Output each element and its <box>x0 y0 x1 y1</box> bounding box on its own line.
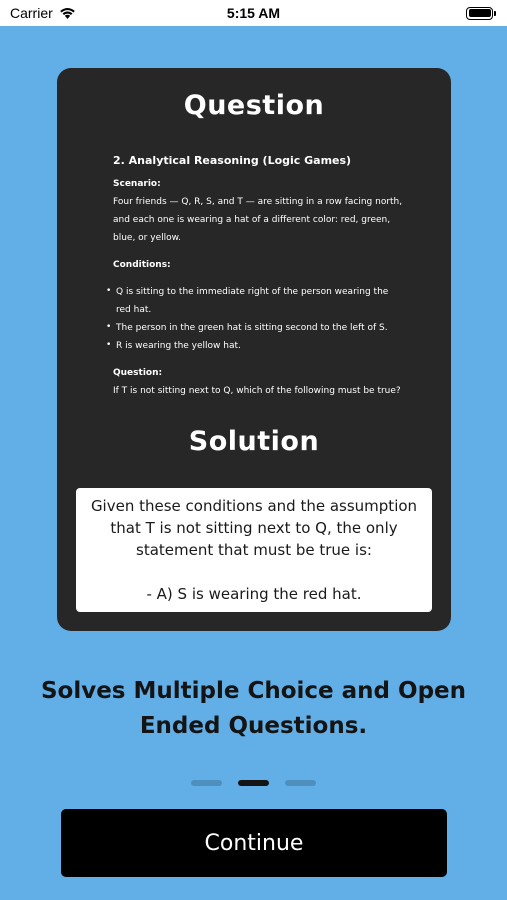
page-indicator <box>0 780 507 786</box>
status-left <box>10 5 76 21</box>
page-dot[interactable] <box>285 780 316 786</box>
conditions-label: Conditions: <box>113 260 171 270</box>
wifi-icon <box>59 7 76 19</box>
scenario-text: Four friends — Q, R, S, and T — are sitting in a row facing north, and each one is wearing a hat of a different color: red, green, blue, or yellow. <box>113 197 403 243</box>
question-heading: Question <box>183 90 325 121</box>
solution-text: Given these conditions and the assumption that T is not sitting next to Q, the only statement that must be true is: <box>90 497 418 559</box>
solution-heading: Solution <box>188 426 320 457</box>
battery-icon <box>466 7 493 20</box>
condition-item: • Q is sitting to the immediate right of the person wearing the red hat. <box>106 283 403 319</box>
carrier-label: Carrier <box>10 5 53 21</box>
solution-answer: - A) S is wearing the red hat. <box>146 585 362 603</box>
conditions-list <box>106 283 403 355</box>
battery-fill <box>469 9 491 17</box>
page-dot-active[interactable] <box>238 780 269 786</box>
problem-title: 2. Analytical Reasoning (Logic Games) <box>113 154 352 167</box>
solution-box <box>76 488 432 612</box>
continue-button[interactable]: Continue <box>61 809 447 877</box>
status-time: 5:15 AM <box>226 5 281 21</box>
question-card <box>57 68 451 631</box>
question-label: Question: <box>113 368 163 378</box>
scenario-label: Scenario: <box>113 179 161 189</box>
condition-item: • R is wearing the yellow hat. <box>106 337 403 355</box>
status-bar <box>0 0 507 26</box>
question-body <box>113 152 403 400</box>
question-text: If T is not sitting next to Q, which of the following must be true? <box>113 386 401 396</box>
condition-item: • The person in the green hat is sitting second to the left of S. <box>106 319 403 337</box>
feature-tagline: Solves Multiple Choice and Open Ended Questions. <box>40 678 467 739</box>
page-dot[interactable] <box>191 780 222 786</box>
